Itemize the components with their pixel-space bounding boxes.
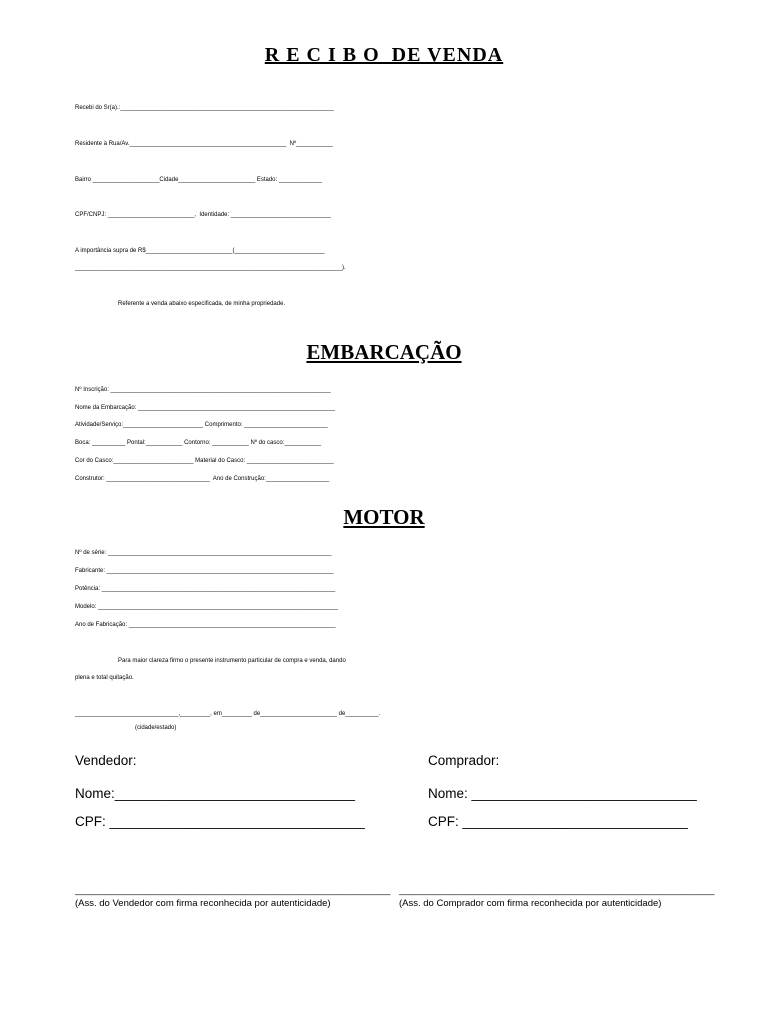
buyer-cpf-field: CPF: ______________________________: [428, 814, 688, 829]
reference-text: Referente a venda abaixo especificada, de minha propriedade.: [118, 301, 286, 307]
payer-field: Recebi do Sr(a).:________________________________________________________________: [75, 105, 334, 111]
buyer-signature-caption: (Ass. do Comprador com firma reconhecida por autenticidade): [399, 898, 662, 909]
seller-signature-caption: (Ass. do Vendedor com firma reconhecida por autenticidade): [75, 898, 331, 909]
closing-paragraph-line-1: Para maior clareza firmo o presente instrumento particular de compra e venda, dando: [118, 658, 346, 664]
boat-registration-field: Nº Inscrição: __________________________________________________________________: [75, 387, 331, 393]
cpf-identity-field: CPF/CNPJ: __________________________, Identidade: ______________________________: [75, 212, 331, 218]
motor-section-title: MOTOR: [343, 505, 425, 529]
buyer-name-field: Nome: ______________________________: [428, 786, 697, 801]
closing-paragraph-line-2: plena e total quitação.: [75, 675, 134, 681]
boat-name-field: Nome da Embarcação: ___________________________________________________________: [75, 405, 335, 411]
address-field: Residente à Rua/Av._______________________________________________ Nº___________: [75, 141, 333, 147]
motor-year-field: Ano de Fabricação: ______________________________________________________________: [75, 622, 336, 628]
motor-model-field: Modelo: ________________________________________________________________________: [75, 604, 339, 610]
motor-power-field: Potência: ______________________________________________________________________: [75, 586, 336, 592]
seller-signature-line: _______________________________________________________________: [75, 885, 391, 895]
seller-cpf-field: CPF: __________________________________: [75, 814, 365, 829]
boat-dimensions-field: Boca: __________ Pontal:___________ Contorno: ___________ Nº do casco:___________: [75, 440, 322, 446]
amount-field-line-1: A importância supra de R$__________________________(___________________________: [75, 248, 325, 254]
document-title: R E C I B O DE VENDA: [264, 44, 504, 66]
boat-hull-field: Cor do Casco:________________________ Material do Casco: __________________________: [75, 458, 334, 464]
date-caption: (cidade/estado): [135, 725, 177, 731]
motor-serial-field: Nº de série: ___________________________________________________________________: [75, 550, 332, 556]
seller-label: Vendedor:: [75, 753, 137, 768]
boat-section-title: EMBARCAÇÃO: [306, 340, 462, 364]
amount-field-line-2: ________________________________________________________________________________).: [75, 265, 346, 271]
date-field: _______________________________,_________, em_________ de_______________________ de__________.: [75, 711, 381, 717]
seller-name-field: Nome:________________________________: [75, 786, 356, 801]
buyer-label: Comprador:: [428, 753, 500, 768]
boat-builder-field: Construtor: _______________________________ Ano de Construção:___________________: [75, 476, 330, 482]
motor-manufacturer-field: Fabricante: ____________________________________________________________________: [75, 568, 334, 574]
buyer-signature-line: _______________________________________________________________: [399, 885, 715, 895]
district-field: Bairro ____________________Cidade_______________________ Estado: _____________: [75, 177, 323, 183]
boat-activity-field: Atividade/Serviço:________________________ Comprimento: _________________________: [75, 422, 328, 428]
